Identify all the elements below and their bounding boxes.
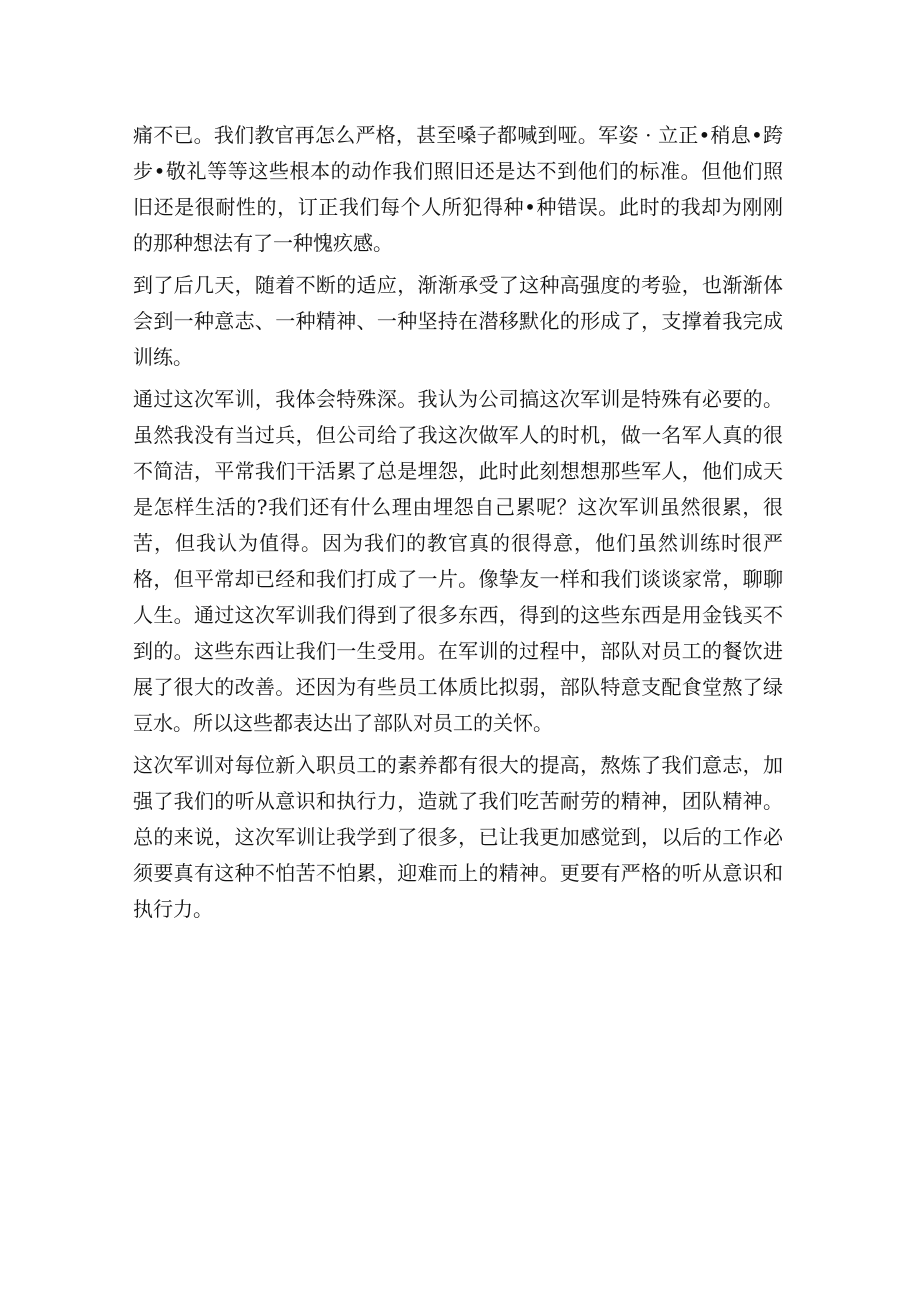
paragraph-4: 这次军训对每位新入职员工的素养都有很大的提高，熬炼了我们意志，加强了我们的听从意识和执行力，造就了我们吃苦耐劳的精神，团队精神。总的来说，这次军训让我学到了很多，已让我更加感觉到，以后的工作必须要真有这种不怕苦不怕累，迎难而上的精神。更要有严格的听从意识和执行力。 xyxy=(133,753,783,921)
paragraph-3: 通过这次军训，我体会特殊深。我认为公司搞这次军训是特殊有必要的。虽然我没有当过兵，但公司给了我这次做军人的时机，做一名军人真的很不简洁，平常我们干活累了总是埋怨，此时此刻想想那些军人，他们成天是怎样生活的?我们还有什么理由埋怨自己累呢？这次军训虽然很累，很苦，但我认为值得。因为我们的教官真的很得意，他们虽然训练时很严格，但平常却已经和我们打成了一片。像挚友一样和我们谈谈家常，聊聊人生。通过这次军训我们得到了很多东西，得到的这些东西是用金钱买不到的。这些东西让我们一生受用。在军训的过程中，部队对员工的餐饮进展了很大的改善。还因为有些员工体质比拟弱，部队特意支配食堂熬了绿豆水。所以这些都表达出了部队对员工的关怀。 xyxy=(133,387,783,735)
paragraph-1: 痛不已。我们教官再怎么严格，甚至嗓子都喊到哑。军姿 · 立正•稍息•跨步•敬礼等等这些根本的动作我们照旧还是达不到他们的标准。但他们照旧还是很耐性的，订正我们每个人所犯得种•种错误。此时的我却为刚刚的那种想法有了一种愧疚感。 xyxy=(133,123,783,255)
document-body xyxy=(133,117,783,933)
paragraph-2: 到了后几天，随着不断的适应，渐渐承受了这种高强度的考验，也渐渐体会到一种意志、一种精神、一种坚持在潜移默化的形成了，支撑着我完成训练。 xyxy=(133,273,783,369)
